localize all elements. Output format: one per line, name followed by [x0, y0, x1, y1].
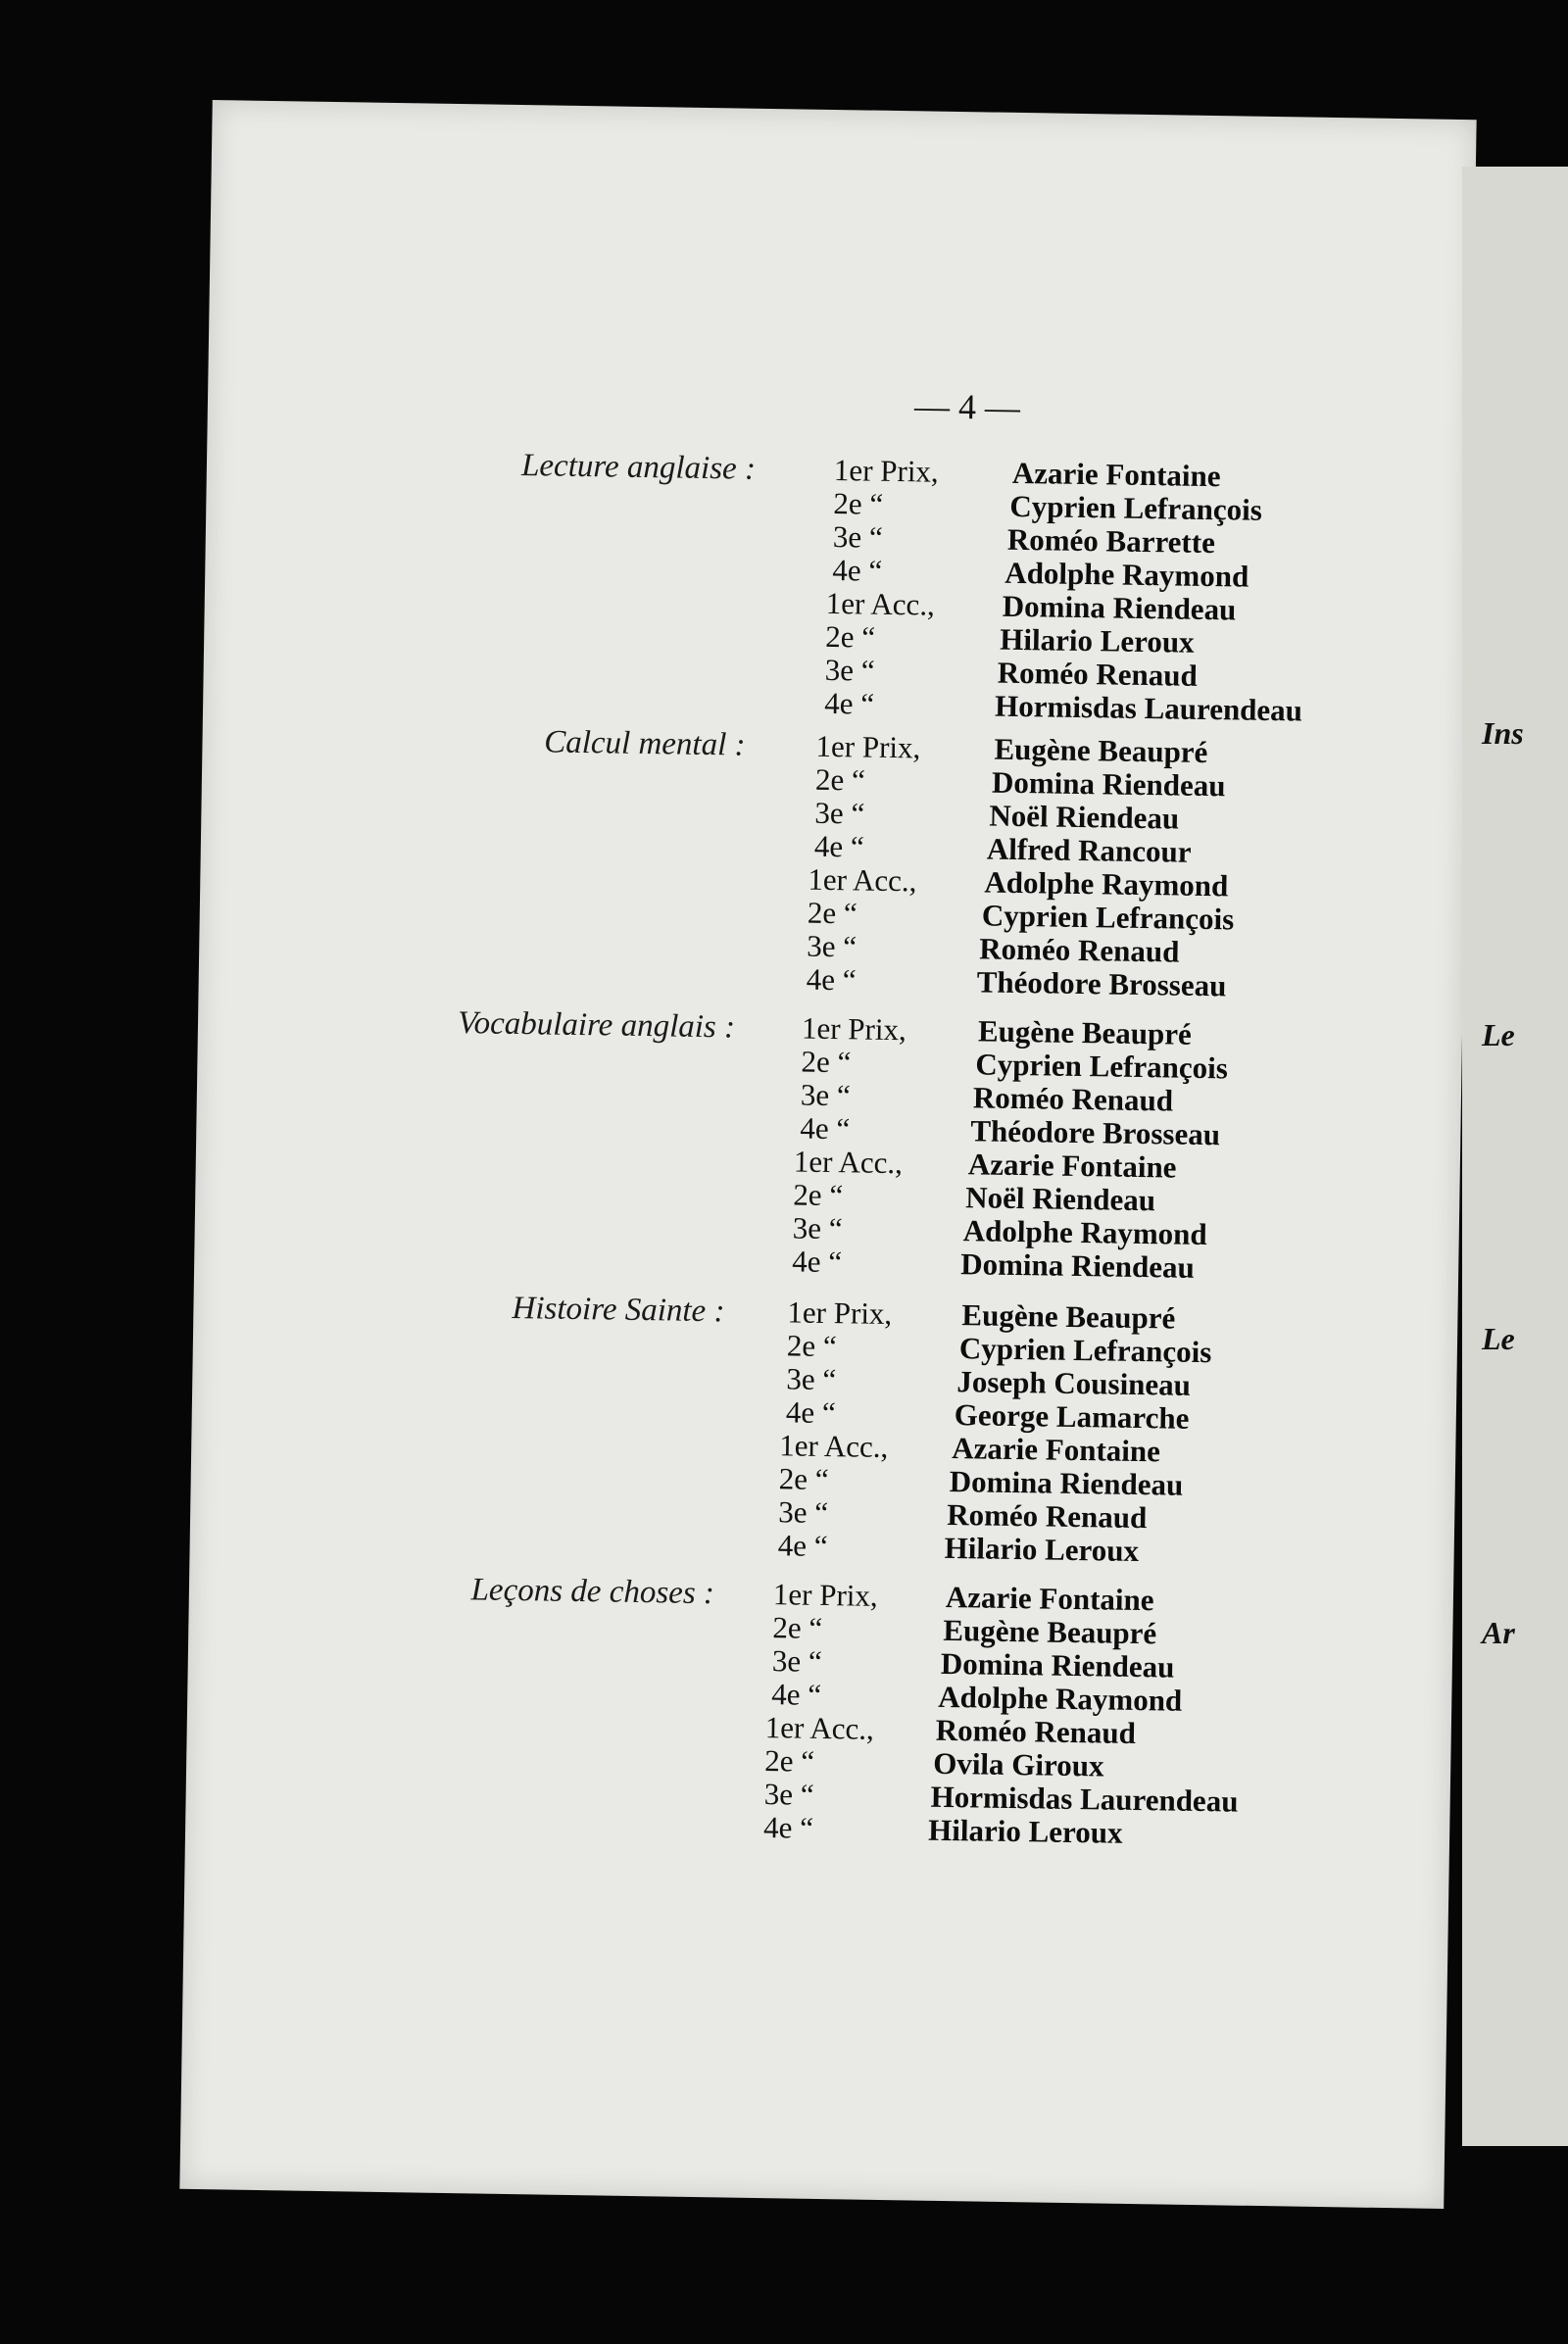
- prize-rank: 4e “: [762, 1810, 814, 1845]
- prize-rank: 2e “: [786, 1328, 837, 1364]
- prize-rank: 1er Prix,: [787, 1294, 893, 1332]
- student-name: Adolphe Raymond: [1004, 555, 1250, 594]
- prize-rank: 4e “: [813, 828, 864, 864]
- student-name: Azarie Fontaine: [1011, 455, 1221, 494]
- student-name: Eugène Beaupré: [961, 1297, 1176, 1336]
- subject-heading: Leçons de choses :: [470, 1572, 715, 1612]
- prize-rank: 2e “: [772, 1610, 823, 1645]
- prize-rank: 4e “: [771, 1677, 822, 1712]
- prize-rank: 1er Prix,: [815, 728, 921, 765]
- prize-rank: 4e “: [800, 1110, 851, 1147]
- student-name: Eugène Beaupré: [977, 1013, 1193, 1051]
- student-name: Domina Riendeau: [949, 1463, 1184, 1502]
- prize-rank: 4e “: [823, 685, 875, 721]
- prize-rank: 2e “: [833, 486, 884, 521]
- student-name: Roméo Renaud: [972, 1080, 1174, 1118]
- prize-rank: 2e “: [807, 895, 858, 931]
- student-name: Roméo Barrette: [1006, 521, 1216, 561]
- student-name: Hilario Leroux: [927, 1812, 1123, 1850]
- prize-list: [213, 100, 1477, 1850]
- student-name: Hilario Leroux: [944, 1530, 1140, 1569]
- student-name: Hormisdas Laurendeau: [930, 1779, 1239, 1819]
- prize-rank: 1er Acc.,: [793, 1144, 904, 1181]
- document-page: [179, 100, 1476, 2209]
- student-name: Cyprien Lefrançois: [981, 898, 1235, 937]
- adjacent-page-word: Ar: [1482, 1615, 1515, 1650]
- student-name: Noël Riendeau: [989, 798, 1180, 836]
- prize-rank: 3e “: [807, 928, 858, 964]
- prize-rank: 4e “: [806, 961, 857, 998]
- student-name: Cyprien Lefrançois: [1009, 488, 1263, 527]
- prize-rank: 2e “: [814, 761, 866, 798]
- student-name: Domina Riendeau: [991, 764, 1226, 804]
- student-name: Hilario Leroux: [1000, 621, 1195, 659]
- adjacent-page-word: Le: [1482, 1321, 1515, 1356]
- prize-rank: 3e “: [814, 795, 865, 831]
- student-name: Azarie Fontaine: [967, 1147, 1177, 1185]
- subject-heading: Vocabulaire anglais :: [457, 1005, 736, 1046]
- student-name: Roméo Renaud: [979, 931, 1180, 969]
- prize-rank: 2e “: [778, 1461, 829, 1497]
- prize-section: [198, 1001, 1462, 1285]
- student-name: Domina Riendeau: [940, 1645, 1175, 1685]
- student-name: Roméo Renaud: [946, 1496, 1148, 1536]
- student-name: Azarie Fontaine: [945, 1579, 1154, 1618]
- student-name: Domina Riendeau: [959, 1246, 1196, 1285]
- student-name: George Lamarche: [954, 1397, 1190, 1436]
- prize-rank: 3e “: [824, 652, 875, 688]
- student-name: Roméo Renaud: [997, 655, 1199, 693]
- student-name: Théodore Brosseau: [976, 964, 1227, 1003]
- subject-heading: Lecture anglaise :: [520, 448, 757, 487]
- prize-rank: 1er Acc.,: [764, 1710, 875, 1746]
- adjacent-page-edge: [1462, 167, 1568, 2146]
- student-name: Adolphe Raymond: [938, 1679, 1183, 1718]
- prize-rank: 2e “: [764, 1743, 815, 1779]
- page-number: — 4 —: [913, 386, 1021, 427]
- prize-rank: 3e “: [763, 1777, 814, 1812]
- prize-section: [207, 443, 1471, 728]
- student-name: Ovila Giroux: [932, 1745, 1104, 1783]
- prize-rank: 4e “: [785, 1394, 836, 1431]
- student-name: Hormisdas Laurendeau: [994, 688, 1303, 728]
- student-name: Adolphe Raymond: [984, 864, 1229, 903]
- prize-rank: 3e “: [792, 1210, 843, 1246]
- prize-rank: 1er Prix,: [772, 1577, 878, 1613]
- adjacent-page-word: Ins: [1482, 715, 1524, 751]
- student-name: Alfred Rancour: [986, 831, 1192, 869]
- student-name: Domina Riendeau: [1002, 588, 1237, 627]
- student-name: Roméo Renaud: [935, 1712, 1137, 1751]
- prize-rank: 1er Acc.,: [825, 585, 936, 622]
- student-name: Cyprien Lefrançois: [958, 1331, 1212, 1370]
- prize-rank: 2e “: [825, 618, 876, 655]
- prize-rank: 3e “: [832, 519, 883, 555]
- prize-rank: 3e “: [786, 1361, 837, 1397]
- prize-rank: 1er Acc.,: [779, 1428, 889, 1464]
- student-name: Théodore Brosseau: [970, 1113, 1221, 1152]
- prize-rank: 4e “: [792, 1244, 843, 1280]
- prize-rank: 2e “: [793, 1177, 844, 1213]
- prize-rank: 3e “: [777, 1494, 829, 1531]
- student-name: Joseph Cousineau: [956, 1364, 1192, 1402]
- student-name: Eugène Beaupré: [994, 731, 1208, 770]
- student-name: Eugène Beaupré: [943, 1612, 1157, 1651]
- prize-section: [189, 1568, 1453, 1850]
- student-name: Adolphe Raymond: [962, 1213, 1207, 1252]
- student-name: Cyprien Lefrançois: [975, 1047, 1229, 1086]
- student-name: Azarie Fontaine: [952, 1431, 1161, 1469]
- adjacent-page-word: Le: [1482, 1017, 1515, 1052]
- student-name: Noël Riendeau: [965, 1180, 1156, 1218]
- prize-rank: 1er Acc.,: [808, 861, 917, 899]
- prize-rank: 2e “: [801, 1044, 852, 1080]
- subject-heading: Histoire Sainte :: [512, 1290, 725, 1330]
- subject-heading: Calcul mental :: [543, 724, 746, 763]
- prize-section: [194, 1286, 1458, 1569]
- prize-rank: 3e “: [771, 1643, 822, 1679]
- prize-rank: 1er Prix,: [801, 1010, 907, 1048]
- prize-rank: 4e “: [777, 1528, 828, 1564]
- prize-rank: 1er Prix,: [833, 453, 939, 489]
- prize-rank: 3e “: [800, 1077, 852, 1113]
- prize-rank: 4e “: [832, 552, 883, 588]
